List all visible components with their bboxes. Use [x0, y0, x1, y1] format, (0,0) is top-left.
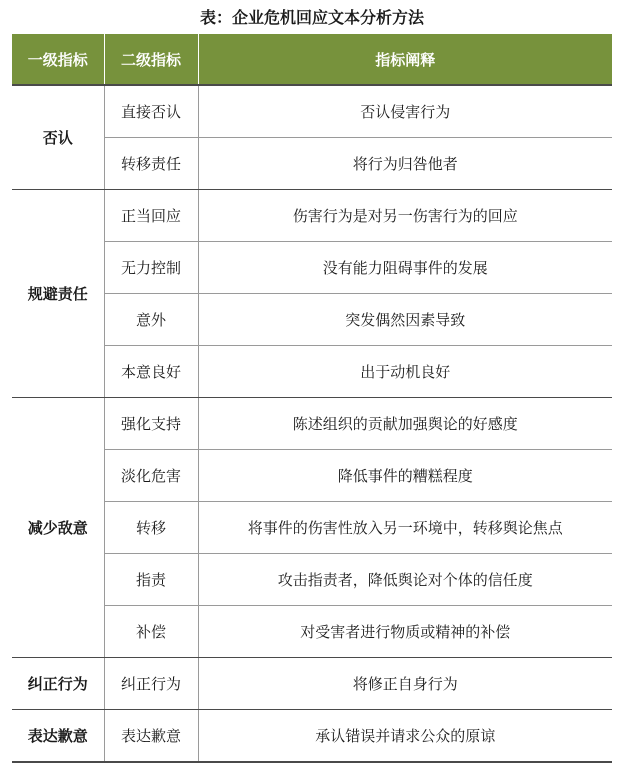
header-description: 指标阐释	[198, 34, 612, 85]
description-cell: 将事件的伤害性放入另一环境中，转移舆论焦点	[198, 502, 612, 554]
level1-cell: 规避责任	[12, 190, 104, 398]
level1-cell: 减少敌意	[12, 398, 104, 658]
level2-cell: 正当回应	[104, 190, 198, 242]
table-header-row	[12, 34, 612, 85]
level2-cell: 转移	[104, 502, 198, 554]
level2-cell: 表达歉意	[104, 710, 198, 763]
level1-cell: 否认	[12, 85, 104, 190]
description-cell: 将行为归咎他者	[198, 138, 612, 190]
level2-cell: 强化支持	[104, 398, 198, 450]
description-cell: 攻击指责者，降低舆论对个体的信任度	[198, 554, 612, 606]
table-row	[12, 85, 612, 138]
table-row	[12, 398, 612, 450]
level2-cell: 无力控制	[104, 242, 198, 294]
level1-cell: 纠正行为	[12, 658, 104, 710]
table-row	[12, 710, 612, 763]
header-level1: 一级指标	[12, 34, 104, 85]
table-caption: 表：企业危机回应文本分析方法	[199, 8, 424, 27]
level2-cell: 淡化危害	[104, 450, 198, 502]
description-cell: 陈述组织的贡献加强舆论的好感度	[198, 398, 612, 450]
description-cell: 将修正自身行为	[198, 658, 612, 710]
description-cell: 降低事件的糟糕程度	[198, 450, 612, 502]
level2-cell: 直接否认	[104, 85, 198, 138]
level1-cell: 表达歉意	[12, 710, 104, 763]
description-cell: 没有能力阻碍事件的发展	[198, 242, 612, 294]
table-row	[12, 658, 612, 710]
description-cell: 否认侵害行为	[198, 85, 612, 138]
level2-cell: 指责	[104, 554, 198, 606]
level2-cell: 纠正行为	[104, 658, 198, 710]
description-cell: 伤害行为是对另一伤害行为的回应	[198, 190, 612, 242]
description-cell: 对受害者进行物质或精神的补偿	[198, 606, 612, 658]
description-cell: 承认错误并请求公众的原谅	[198, 710, 612, 763]
level2-cell: 转移责任	[104, 138, 198, 190]
crisis-response-table	[12, 34, 612, 763]
level2-cell: 补偿	[104, 606, 198, 658]
description-cell: 出于动机良好	[198, 346, 612, 398]
table-row	[12, 190, 612, 242]
header-level2: 二级指标	[104, 34, 198, 85]
level2-cell: 本意良好	[104, 346, 198, 398]
level2-cell: 意外	[104, 294, 198, 346]
description-cell: 突发偶然因素导致	[198, 294, 612, 346]
